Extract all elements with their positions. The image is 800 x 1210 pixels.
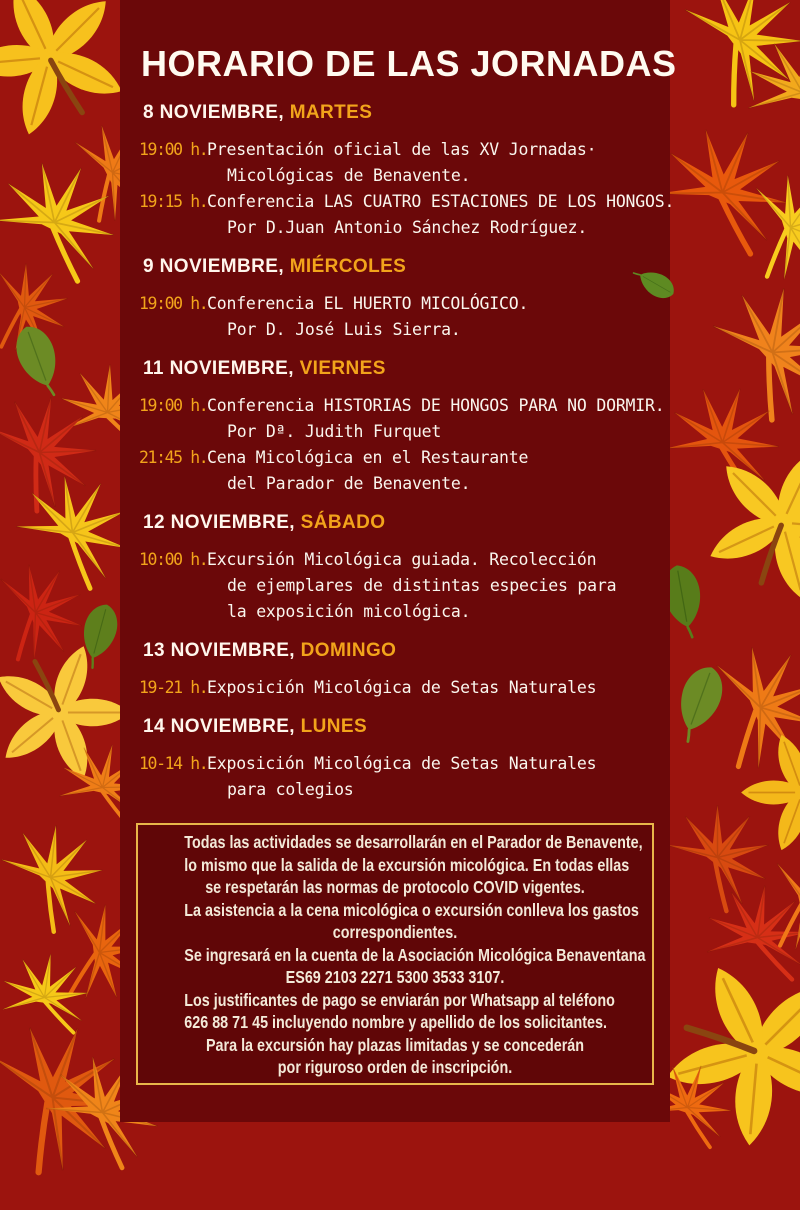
info-line: Todas las actividades se desarrollarán en el Parador de Benavente, [184,832,643,852]
item-time: 10-14 h. [139,754,208,773]
info-line: correspondientes. [332,922,458,942]
schedule-item [120,547,670,625]
item-text-line: Excursión Micológica guiada. Recolección [207,550,597,569]
day-header [143,359,670,379]
schedule-item [120,137,670,189]
day-name: DOMINGO [300,640,397,661]
day-section-13-noviembre [120,641,670,701]
item-description [207,445,528,497]
schedule-item [120,675,670,701]
day-section-8-noviembre [120,102,675,241]
info-line: Para la excursión hay plazas limitadas y se concederán [205,1034,585,1055]
day-header [143,257,670,277]
schedule-item [120,445,670,497]
item-time: 19:00 h. [139,294,208,313]
info-line-phone: 626 88 71 45 incluyendo nombre y apellido de los solicitantes. [184,1012,607,1032]
day-date: 14 NOVIEMBRE, [143,716,295,737]
day-date: 13 NOVIEMBRE, [143,640,295,661]
item-text-line: Cena Micológica en el Restaurante [207,448,529,467]
info-line: lo mismo que la salida de la excursión micológica. En todas ellas [184,854,630,875]
day-name: SÁBADO [300,512,386,533]
item-text-line: Exposición Micológica de Setas Naturales [207,678,597,697]
schedule-item [120,291,670,343]
info-line: se respetarán las normas de protocolo COVID vigentes. [205,877,585,897]
page-title: HORARIO DE LAS JORNADAS [141,43,677,84]
day-name: LUNES [300,716,368,737]
day-header [143,717,670,737]
day-section-9-noviembre [120,257,670,343]
schedule-item [120,751,670,803]
schedule-item [120,189,675,241]
day-header [143,103,670,123]
item-description [207,291,528,343]
item-text-line: Conferencia HISTORIAS DE HONGOS PARA NO DORMIR. [207,396,665,415]
item-time: 21:45 h. [139,448,208,467]
day-section-14-noviembre [120,717,670,803]
item-time: 19:00 h. [139,396,208,415]
item-description [207,189,674,241]
day-section-11-noviembre [120,359,670,497]
info-box [136,823,654,1085]
info-line: por riguroso orden de inscripción. [277,1057,513,1077]
day-section-12-noviembre [120,513,670,625]
day-date: 9 NOVIEMBRE, [143,256,284,277]
day-date: 12 NOVIEMBRE, [143,512,295,533]
day-name: MARTES [289,102,373,123]
item-time: 19-21 h. [139,678,208,697]
day-name: MIÉRCOLES [289,256,407,277]
info-line-iban: ES69 2103 2271 5300 3533 3107. [285,967,505,987]
item-text-line: la exposición micológica. [227,602,471,621]
content-panel [120,0,677,1122]
item-text-line: Por D. José Luis Sierra. [227,320,461,339]
item-text-line: Conferencia EL HUERTO MICOLÓGICO. [207,294,529,313]
item-text-line: Micológicas de Benavente. [227,166,471,185]
item-time: 19:15 h. [139,192,208,211]
item-time: 10:00 h. [139,550,208,569]
item-time: 19:00 h. [139,140,208,159]
info-line: Los justificantes de pago se enviarán por Whatsapp al teléfono [184,989,615,1010]
item-text-line: de ejemplares de distintas especies para [227,576,617,595]
day-header [143,641,670,661]
item-text-line: Conferencia LAS CUATRO ESTACIONES DE LOS HONGOS. [207,192,675,211]
item-text-line: Por Dª. Judith Furquet [227,422,442,441]
day-header [143,513,670,533]
item-description [207,137,596,189]
item-text-line: del Parador de Benavente. [227,474,471,493]
item-description [207,751,596,803]
item-description [207,547,616,625]
item-text-line: para colegios [227,780,354,799]
info-line: La asistencia a la cena micológica o excursión conlleva los gastos [184,899,639,920]
item-description [207,675,596,701]
item-description [207,393,665,445]
item-text-line: Por D.Juan Antonio Sánchez Rodríguez. [227,218,588,237]
item-text-line: Presentación oficial de las XV Jornadas· [207,140,597,159]
day-date: 11 NOVIEMBRE, [143,358,294,379]
info-line: Se ingresará en la cuenta de la Asociación Micológica Benaventana [184,944,646,965]
day-date: 8 NOVIEMBRE, [143,102,284,123]
day-name: VIERNES [299,358,386,379]
schedule-item [120,393,670,445]
item-text-line: Exposición Micológica de Setas Naturales [207,754,597,773]
